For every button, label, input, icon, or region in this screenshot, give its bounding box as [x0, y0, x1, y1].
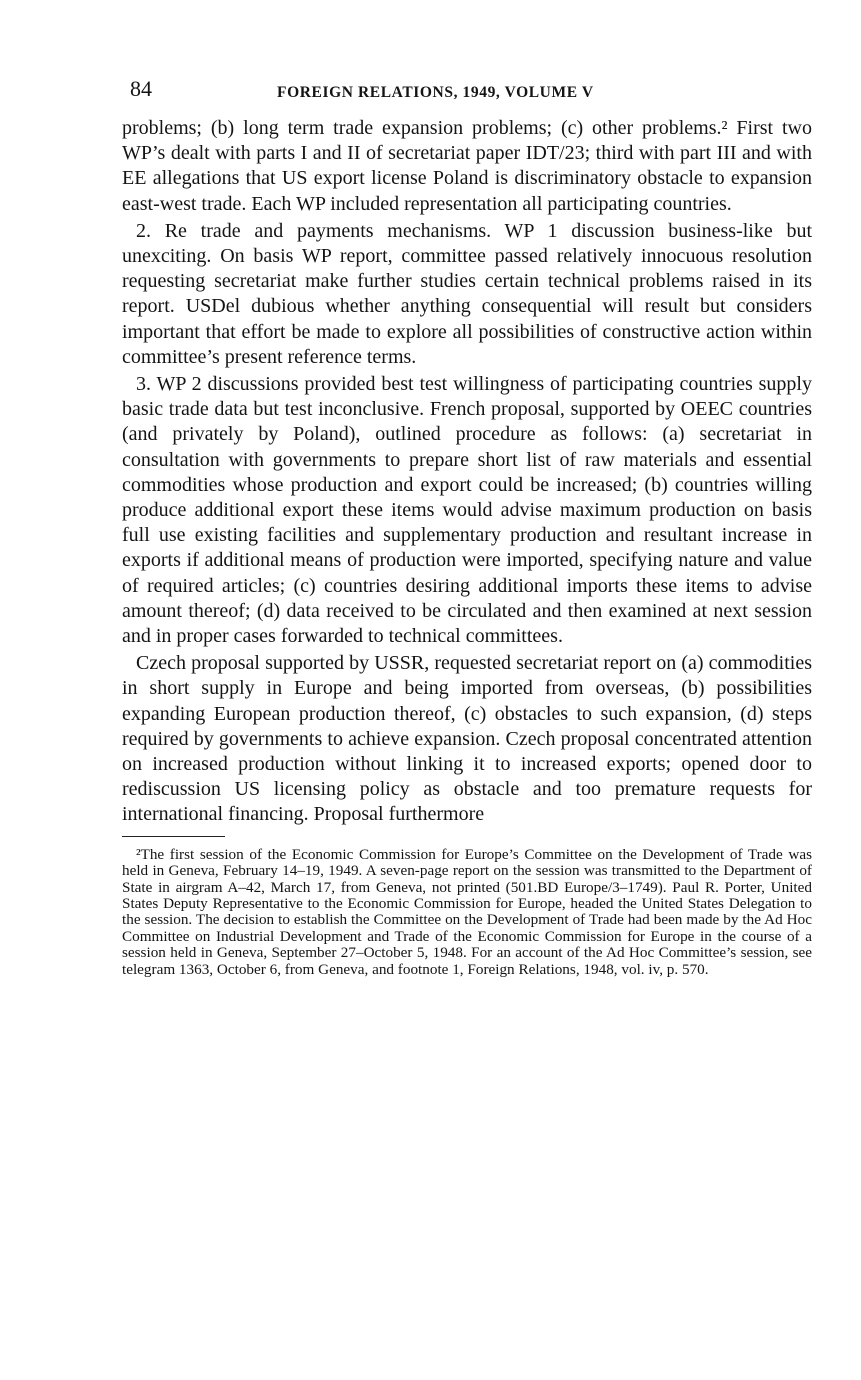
footnote-2: ²The first session of the Economic Commission for Europe’s Committee on the Development of Trade was held in Geneva, February 14–19, 1949. A seven-page report on the session was transmitted to the Department of State in airgram A–42, March 17, from Geneva, not printed (501.BD Europe/3–1749). Paul R. Porter, United States Deputy Representative to the Economic Commission for Europe, headed the United States Delegation to the session. The decision to establish the Committee on the Development of Trade had been made by the Ad Hoc Committee on Industrial Development and Trade of the Economic Commission for Europe in the course of a session held in Geneva, September 27–October 5, 1948. For an account of the Ad Hoc Committee’s session, see telegram 1363, October 6, from Geneva, and footnote 1, Foreign Relations, 1948, vol. iv, p. 570. [122, 845, 812, 978]
running-head [122, 72, 812, 116]
running-title: FOREIGN RELATIONS, 1949, VOLUME V [277, 84, 594, 101]
body-text [122, 116, 812, 828]
footnote-divider [122, 836, 225, 837]
paragraph-continuation: problems; (b) long term trade expansion problems; (c) other problems.² First two WP’s dealt with parts I and II of secretariat paper IDT/23; third with part III and with EE allegations that US export license Poland is discriminatory obstacle to expansion east-west trade. Each WP included representation all participating countries. [122, 117, 812, 215]
paragraph-czech-proposal: Czech proposal supported by USSR, requested secretariat report on (a) commodities in short supply in Europe and being imported from overseas, (b) possibilities expanding European production thereof, (c) obstacles to such expansion, (d) steps required by governments to achieve expansion. Czech proposal concentrated attention on increased production without linking it to increased exports; opened door to rediscussion US licensing policy as obstacle and too premature requests for international financing. Proposal furthermore [122, 652, 812, 826]
paragraph-3: 3. WP 2 discussions provided best test willingness of participating countries supply basic trade data but test inconclusive. French proposal, supported by OEEC countries (and privately by Poland), outlined procedure as follows: (a) secretariat in consultation with governments to prepare short list of raw materials and essential commodities whose production and export could be increased; (b) countries willing produce additional export these items would advise maximum production on basis full use existing facilities and supplementary production and resultant increase in exports if additional means of production were imported, specifying nature and value of required articles; (c) countries desiring additional imports these items to advise amount thereof; (d) data received to be circulated and then examined at next session and in proper cases forwarded to technical committees. [122, 373, 812, 648]
document-page [122, 72, 812, 978]
page-number: 84 [130, 76, 152, 101]
paragraph-2: 2. Re trade and payments mechanisms. WP 1 discussion business-like but unexciting. On basis WP report, committee passed relatively innocuous resolution requesting secretariat make further studies certain technical problems raised in its report. USDel dubious whether anything consequential will result but considers important that effort be made to explore all possibilities of constructive action within committee’s present reference terms. [122, 219, 812, 368]
